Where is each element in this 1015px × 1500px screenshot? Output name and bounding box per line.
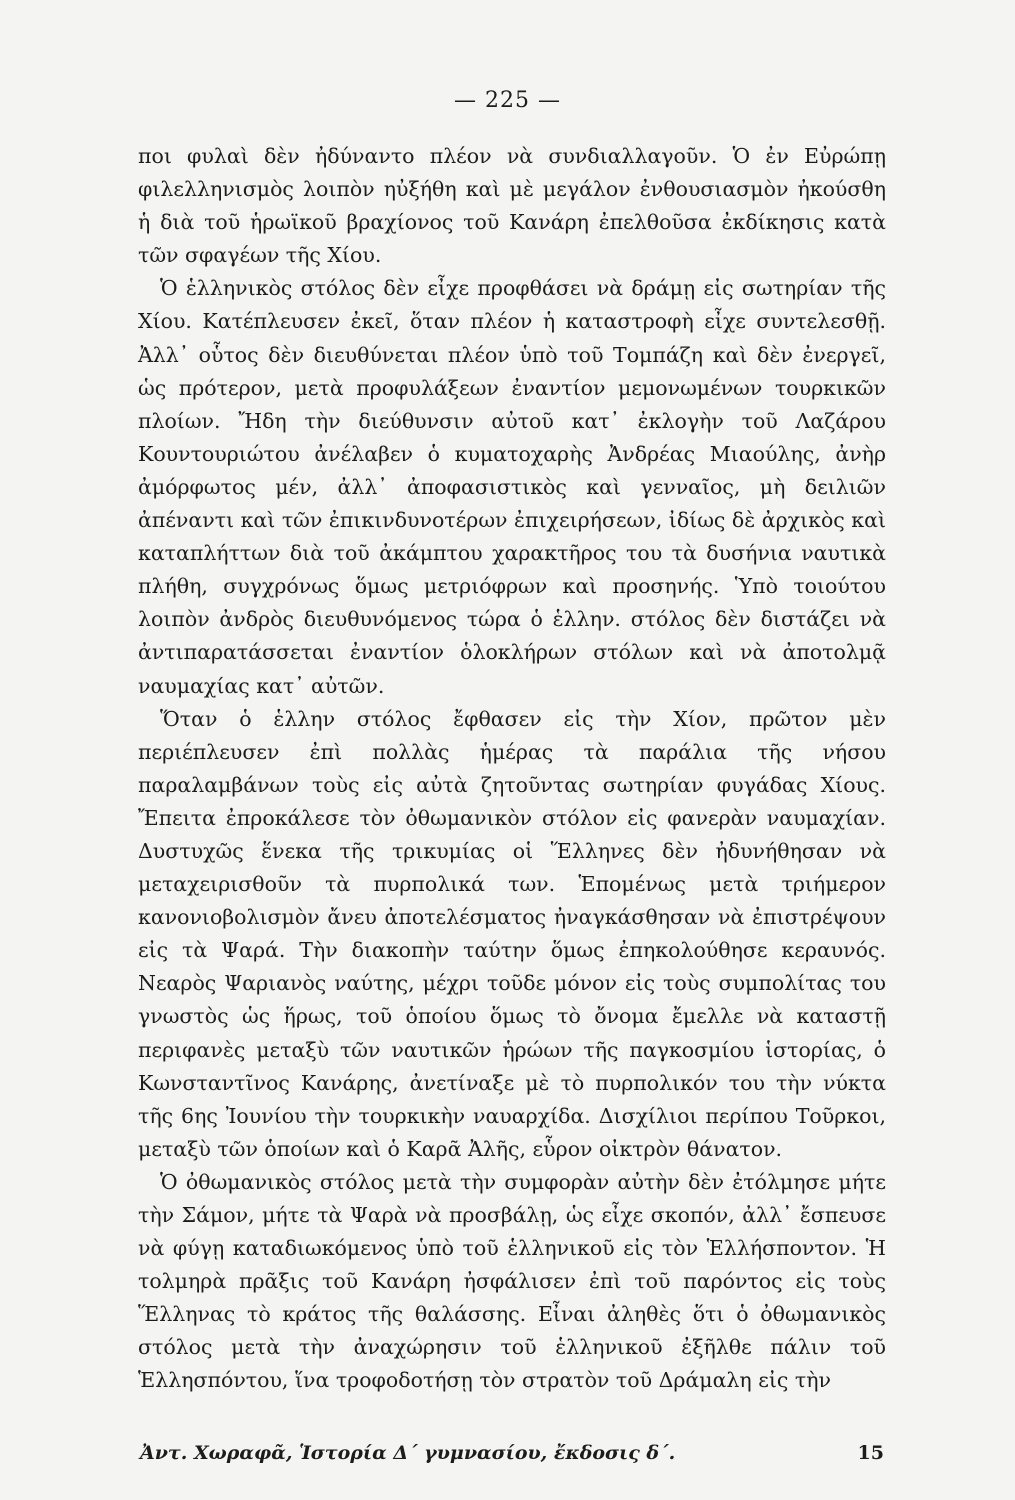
body-text <box>138 140 886 1398</box>
paragraph-3: Ὅταν ὁ ἑλλην στόλος ἔφθασεν εἰς τὴν Χίον, πρῶτον μὲν περιέπλευσεν ἐπὶ πολλὰς ἡμέρας τὰ παράλια τῆς νήσου παραλαμβάνων τοὺς εἰς αὐτὰ ζητοῦντας σωτηρίαν φυγάδας Χίους. Ἔπειτα ἐπροκάλεσε τὸν ὀθωμανικὸν στόλον εἰς φανερὰν ναυμαχίαν. Δυστυχῶς ἕνεκα τῆς τρικυμίας οἱ Ἕλληνες δὲν ἠδυνήθησαν νὰ μεταχειρισθοῦν τὰ πυρπολικά των. Ἑπομένως μετὰ τριήμερον κανονιοβολισμὸν ἄνευ ἀποτελέσματος ἠναγκάσθησαν νὰ ἐπιστρέψουν εἰς τὰ Ψαρά. Τὴν διακοπὴν ταύτην ὅμως ἐπηκολούθησε κεραυνός. Νεαρὸς Ψαριανὸς ναύτης, μέχρι τοῦδε μόνον εἰς τοὺς συμπολίτας του γνωστὸς ὡς ἥρως, τοῦ ὁποίου ὅμως τὸ ὄνομα ἔμελλε νὰ καταστῇ περιφανὲς μεταξὺ τῶν ναυτικῶν ἡρώων τῆς παγκοσμίου ἱστορίας, ὁ Κωνσταντῖνος Κανάρης, ἀνετίναξε μὲ τὸ πυρπολικόν του τὴν νύκτα τῆς 6ης Ἰουνίου τὴν τουρκικὴν ναυαρχίδα. Δισχίλιοι περίπου Τοῦρκοι, μεταξὺ τῶν ὁποίων καὶ ὁ Καρᾶ Ἀλῆς, εὗρον οἰκτρὸν θάνατον. <box>138 706 886 1161</box>
footer <box>140 1442 884 1464</box>
paragraph-4: Ὁ ὀθωμανικὸς στόλος μετὰ τὴν συμφορὰν αὐτὴν δὲν ἐτόλμησε μήτε τὴν Σάμον, μήτε τὰ Ψαρὰ νὰ προσβάλῃ, ὡς εἶχε σκοπόν, ἀλλ᾿ ἔσπευσε νὰ φύγῃ καταδιωκόμενος ὑπὸ τοῦ ἑλληνικοῦ εἰς τὸν Ἑλλήσποντον. Ἡ τολμηρὰ πρᾶξις τοῦ Κανάρη ἠσφάλισεν ἐπὶ τοῦ παρόντος εἰς τοὺς Ἕλληνας τὸ κράτος τῆς θαλάσσης. Εἶναι ἀληθὲς ὅτι ὁ ὀθωμανικὸς στόλος μετὰ τὴν ἀναχώρησιν τοῦ ἑλληνικοῦ ἐξῆλθε πάλιν τοῦ Ἑλλησπόντου, ἵνα τροφοδοτήσῃ τὸν στρατὸν τοῦ Δράμαλη εἰς τὴν <box>138 1169 886 1393</box>
signature-number: 15 <box>857 1442 884 1464</box>
page-number: — 225 — <box>454 88 561 113</box>
paragraph-2: Ὁ ἑλληνικὸς στόλος δὲν εἶχε προφθάσει νὰ δράμῃ εἰς σωτηρίαν τῆς Χίου. Κατέπλευσεν ἐκεῖ, ὅταν πλέον ἡ καταστροφὴ εἶχε συντελεσθῇ. Ἀλλ᾿ οὗτος δὲν διευθύνεται πλέον ὑπὸ τοῦ Τομπάζη καὶ δὲν ἐνεργεῖ, ὡς πρότερον, μετὰ προφυλάξεων ἐναντίον μεμονωμένων τουρκικῶν πλοίων. Ἤδη τὴν διεύθυνσιν αὐτοῦ κατ᾿ ἐκλογὴν τοῦ Λαζάρου Κουντουριώτου ἀνέλαβεν ὁ κυματοχαρὴς Ἀνδρέας Μιαούλης, ἀνὴρ ἀμόρφωτος μέν, ἀλλ᾿ ἀποφασιστικὸς καὶ γενναῖος, μὴ δειλιῶν ἀπέναντι καὶ τῶν ἐπικινδυνοτέρων ἐπιχειρήσεων, ἰδίως δὲ ἀρχικὸς καὶ καταπλήττων διὰ τοῦ ἀκάμπτου χαρακτῆρος του τὰ δυσήνια ναυτικὰ πλήθη, συγχρόνως ὅμως μετριόφρων καὶ προσηνής. Ὑπὸ τοιούτου λοιπὸν ἀνδρὸς διευθυνόμενος τώρα ὁ ἑλλην. στόλος δὲν διστάζει νὰ ἀντιπαρατάσσεται ἐναντίον ὁλοκλήρων στόλων καὶ νὰ ἀποτολμᾷ ναυμαχίας κατ᾿ αὐτῶν. <box>138 276 886 698</box>
footer-citation: Ἀντ. Χωραφᾶ, Ἱστορία Δ΄ γυμνασίου, ἔκδοσις δ΄. <box>140 1442 676 1464</box>
paragraph-1: ποι φυλαὶ δὲν ἠδύναντο πλέον νὰ συνδιαλλαγοῦν. Ὁ ἐν Εὐρώπῃ φιλελληνισμὸς λοιπὸν ηὐξήθη καὶ μὲ μεγάλον ἐνθουσιασμὸν ἠκούσθη ἡ διὰ τοῦ ἡρωϊκοῦ βραχίονος τοῦ Κανάρη ἐπελθοῦσα ἐκδίκησις κατὰ τῶν σφαγέων τῆς Χίου. <box>138 144 886 268</box>
